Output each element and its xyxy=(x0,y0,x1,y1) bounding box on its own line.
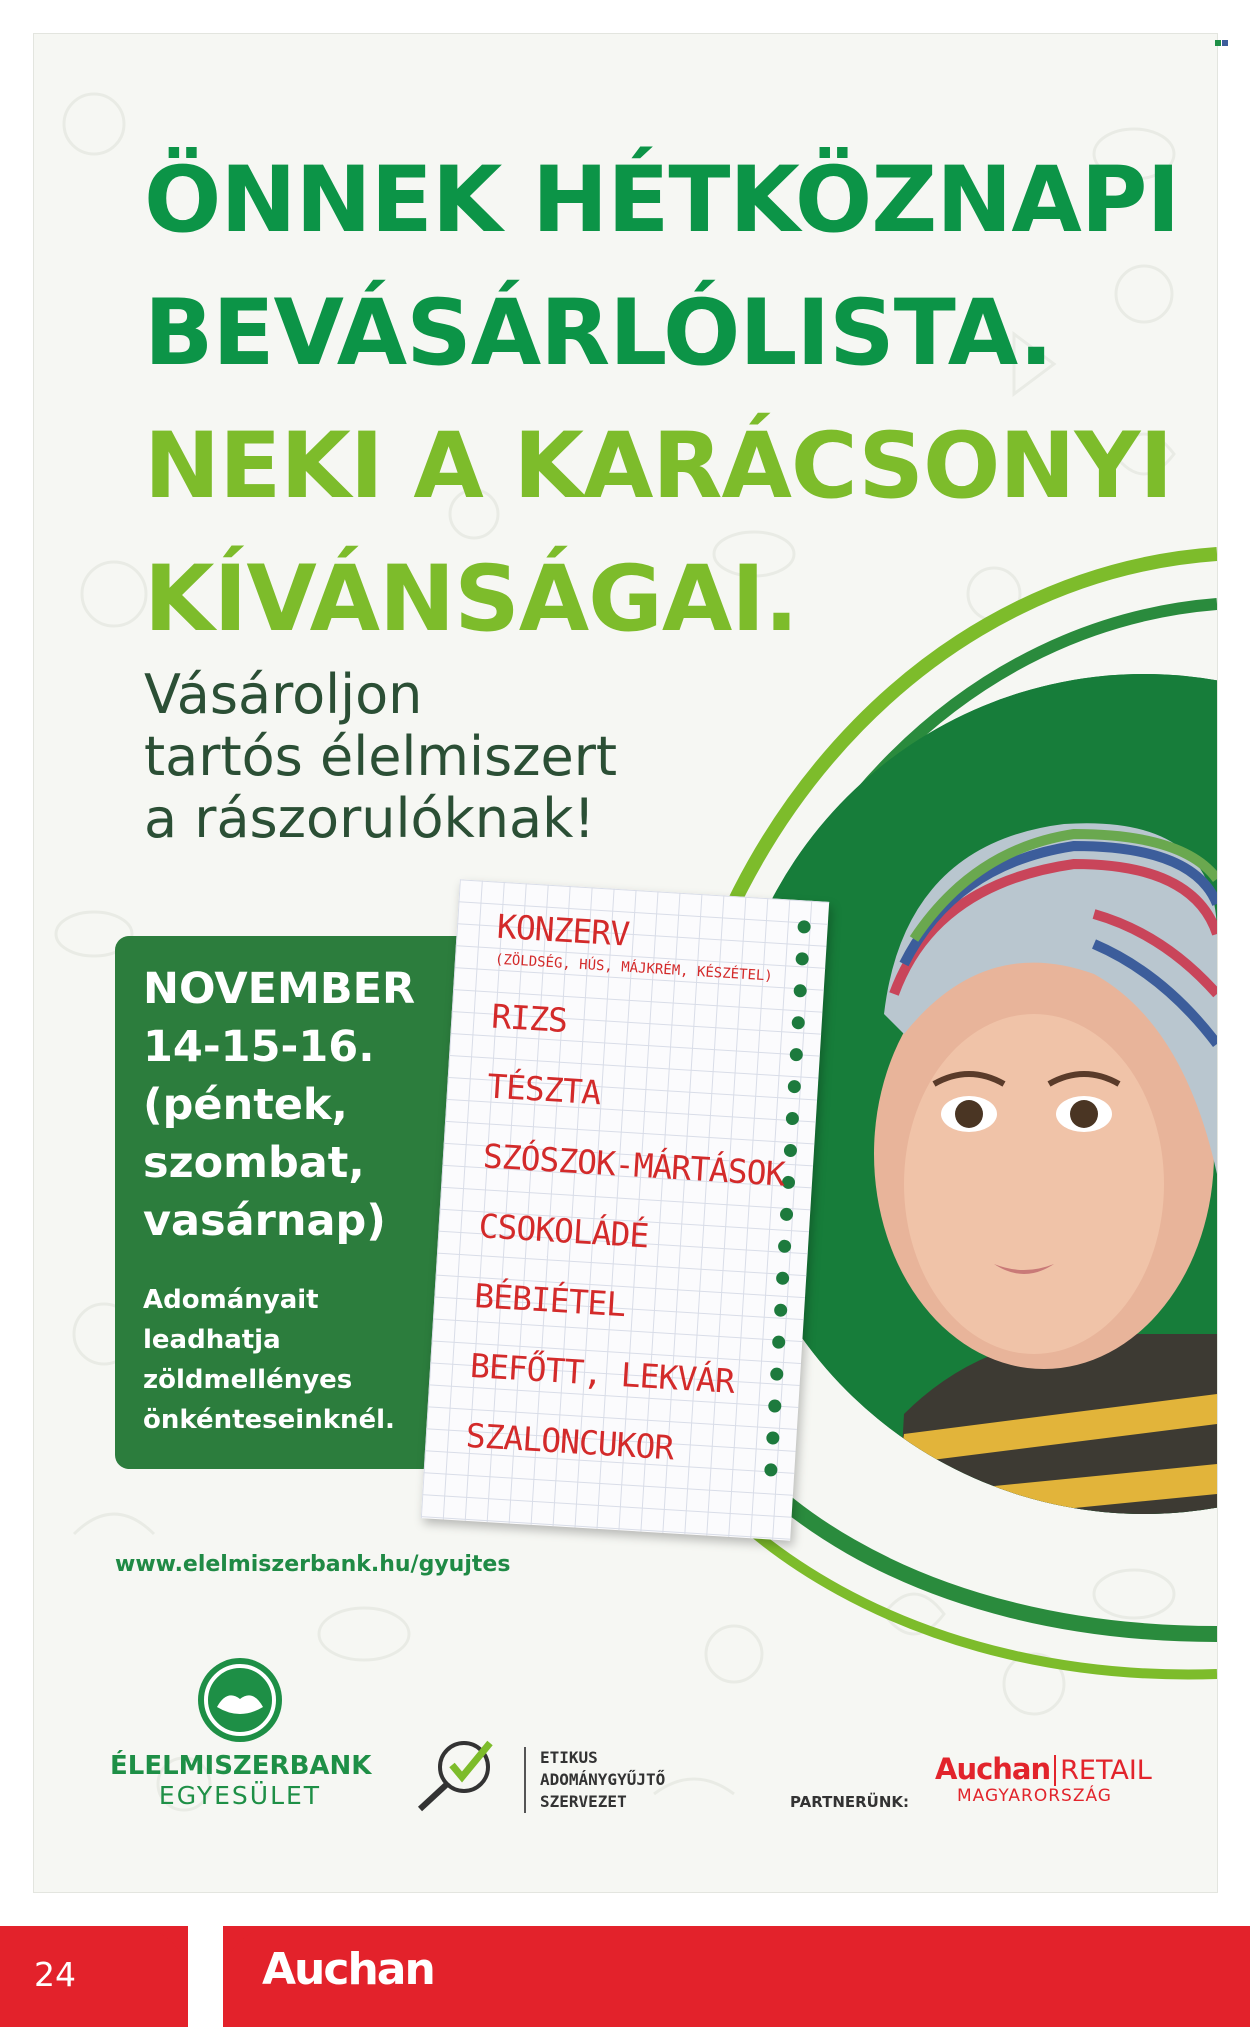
ethics-line-3: SZERVEZET xyxy=(540,1792,627,1811)
headline-line-3: NEKI A KARÁCSONYI xyxy=(144,414,1173,519)
partner-label: PARTNERÜNK: xyxy=(790,1793,910,1811)
donation-note xyxy=(143,1280,395,1440)
subtitle-line-1: Vásároljon xyxy=(144,663,423,726)
ethics-line-2: ADOMÁNYGYŰJTŐ xyxy=(540,1770,666,1789)
shopping-list-paper xyxy=(421,879,829,1540)
food-bank-name: ÉLELMISZERBANK xyxy=(110,1751,372,1781)
food-bank-sub: EGYESÜLET xyxy=(158,1781,322,1810)
auchan-retail-logo xyxy=(935,1752,1152,1806)
footer-divider xyxy=(188,1926,223,2027)
date-line-3: (péntek, xyxy=(143,1080,348,1130)
donate-line-2: leadhatja xyxy=(143,1325,281,1355)
corner-color-mark-icon xyxy=(1215,40,1229,48)
page-number: 24 xyxy=(34,1955,76,1994)
list-item: BEFŐTT, LEKVÁR xyxy=(469,1345,736,1401)
partner-retail: RETAIL xyxy=(1054,1755,1152,1786)
list-item: SZALONCUKOR xyxy=(464,1415,675,1468)
headline-line-2: BEVÁSÁRLÓLISTA. xyxy=(144,281,1053,386)
website-link[interactable]: www.elelmiszerbank.hu/gyujtes xyxy=(115,1552,511,1577)
auchan-logo: Auchan xyxy=(262,1944,434,1995)
food-bank-logo xyxy=(110,1655,370,1810)
partner-country: MAGYARORSZÁG xyxy=(957,1786,1112,1806)
date-line-4: szombat, xyxy=(143,1138,365,1188)
magnifier-check-icon xyxy=(412,1735,512,1815)
donate-line-3: zöldmellényes xyxy=(143,1365,353,1395)
date-line-5: vasárnap) xyxy=(143,1196,386,1246)
headline xyxy=(144,134,1179,666)
event-dates xyxy=(143,960,415,1250)
subtitle-line-2: tartós élelmiszert xyxy=(144,725,618,788)
date-line-1: NOVEMBER xyxy=(143,964,416,1014)
date-line-2: 14-15-16. xyxy=(143,1022,375,1072)
food-bank-emblem-icon xyxy=(195,1655,285,1745)
list-item: BÉBIÉTEL xyxy=(473,1276,627,1325)
list-item: RIZS xyxy=(490,996,569,1041)
shopping-list xyxy=(464,904,800,1489)
page-number-tab xyxy=(0,1926,188,2027)
list-item: TÉSZTA xyxy=(486,1066,602,1113)
ethics-text xyxy=(524,1747,665,1813)
subtitle xyxy=(144,664,617,850)
donate-line-1: Adományait xyxy=(143,1285,319,1315)
ethics-line-1: ETIKUS xyxy=(540,1748,598,1767)
list-item: SZÓSZOK-MÁRTÁSOK xyxy=(481,1136,786,1194)
headline-line-4: KÍVÁNSÁGAI. xyxy=(144,547,798,652)
partner-brand: Auchan xyxy=(935,1752,1051,1786)
headline-line-1: ÖNNEK HÉTKÖZNAPI xyxy=(144,148,1180,253)
subtitle-line-3: a rászorulóknak! xyxy=(144,787,596,850)
list-item: CSOKOLÁDÉ xyxy=(477,1206,650,1256)
list-item: KONZERV xyxy=(495,906,631,954)
donate-line-4: önkénteseinknél. xyxy=(143,1405,395,1435)
list-item-note: (ZÖLDSÉG, HÚS, MÁJKRÉM, KÉSZÉTEL) xyxy=(494,951,774,985)
